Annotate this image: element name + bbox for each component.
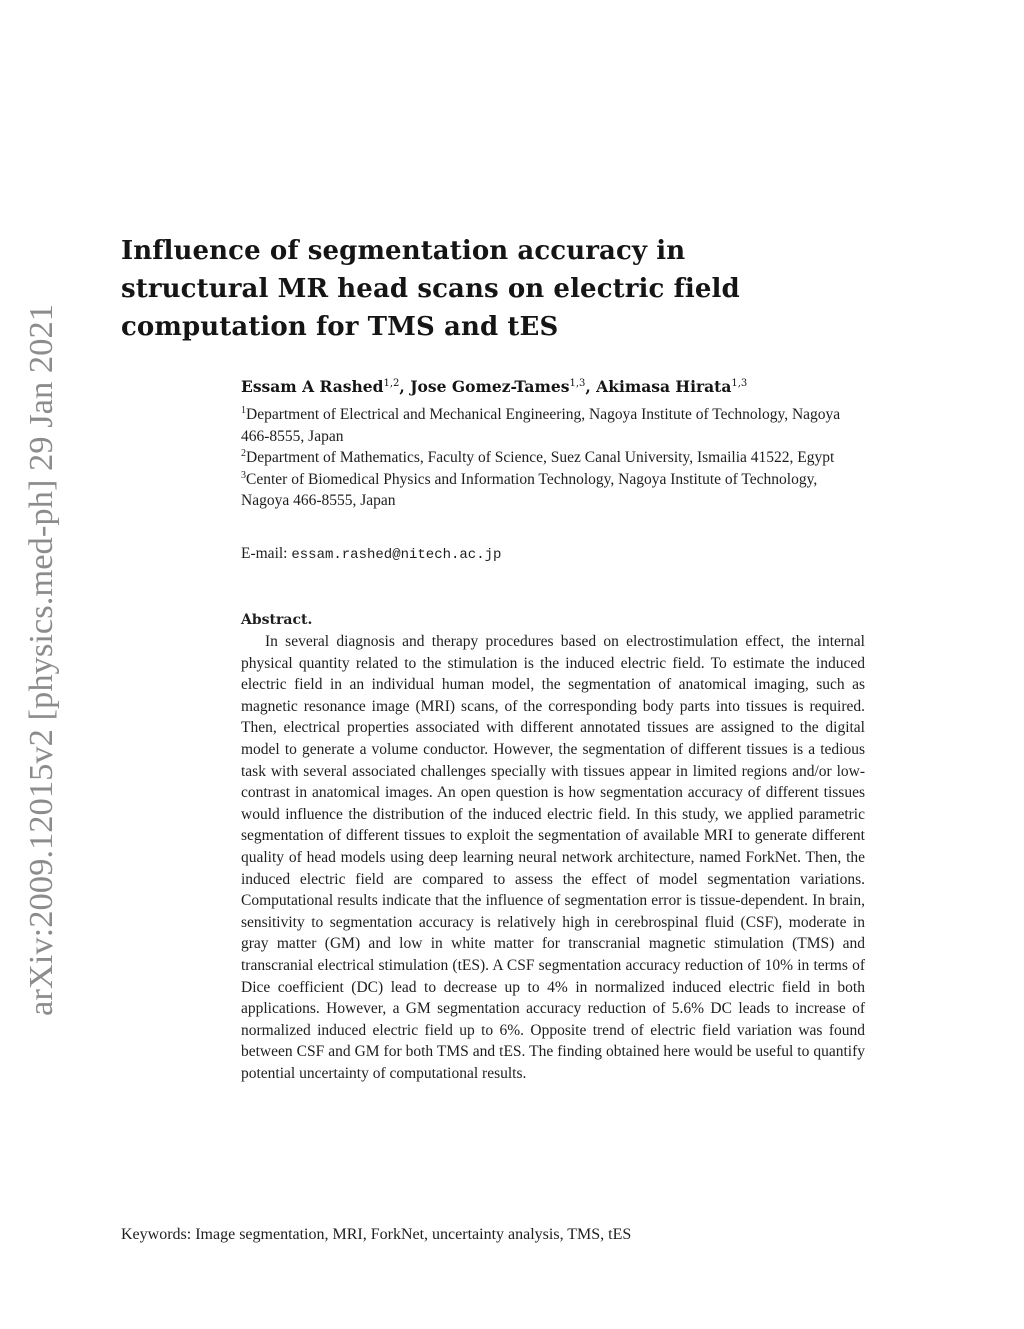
abstract-body: In several diagnosis and therapy procedures based on electrostimulation effect, the internal physical quantity related to the stimulation is the induced electric field. To estimate the induced electric field in an individual human model, the segmentation of anatomical imaging, such as magnetic resonance image (MRI) scans, of the corresponding body parts into tissues is required. Then, electrical properties associated with different annotated tissues are assigned to the digital model to generate a volume conductor. However, the segmentation of different tissues is a tedious task with several associated challenges specially with tissues appear in limited regions and/or low-contrast in anatomical images. An open question is how segmentation accuracy of different tissues would influence the distribution of the induced electric field. In this study, we applied parametric segmentation of different tissues to exploit the segmentation of available MRI to generate different quality of head models using deep learning neural network architecture, named ForkNet. Then, the induced electric field are compared to assess the effect of model segmentation variations. Computational results indicate that the influence of segmentation error is tissue-dependent. In brain, sensitivity to segmentation accuracy is relatively high in cerebrospinal fluid (CSF), moderate in gray matter (GM) and low in white matter for transcranial magnetic stimulation (TMS) and transcranial electrical stimulation (tES). A CSF segmentation accuracy reduction of 10% in terms of Dice coefficient (DC) lead to decrease up to 4% in normalized induced electric field in both applications. However, a GM segmentation accuracy reduction of 5.6% DC leads to increase of normalized induced electric field up to 6%. Opposite trend of electric field variation was found between CSF and GM for both TMS and tES. The finding obtained here would be useful to quantify potential uncertainty of computational results. bbox=[241, 633, 865, 1082]
affiliation-number: 1 bbox=[241, 405, 246, 416]
author-affil-marker: 1,3 bbox=[569, 378, 586, 389]
affiliation-list bbox=[241, 404, 851, 512]
affiliation-number: 2 bbox=[241, 448, 246, 460]
author-list bbox=[241, 376, 881, 398]
email-address[interactable]: essam.rashed@nitech.ac.jp bbox=[291, 547, 502, 563]
affiliation-item bbox=[241, 404, 851, 447]
author-separator: , bbox=[585, 377, 597, 396]
abstract-section bbox=[241, 610, 865, 1084]
author-name: Jose Gomez-Tames bbox=[410, 377, 570, 396]
affiliation-text: Department of Mathematics, Faculty of Science, Suez Canal University, Ismailia 41522, Egypt bbox=[246, 449, 835, 467]
author-affil-marker: 1,3 bbox=[731, 378, 748, 389]
affiliation-text: Department of Electrical and Mechanical Engineering, Nagoya Institute of Technology, Nagoya 466-8555, Japan bbox=[241, 406, 841, 445]
affiliation-item bbox=[241, 469, 851, 512]
abstract-heading: Abstract. bbox=[241, 612, 313, 628]
author-affil-marker: 1,2 bbox=[383, 378, 400, 389]
affiliation-text: Center of Biomedical Physics and Information Technology, Nagoya Institute of Technology, Nagoya 466-8555, Japan bbox=[241, 470, 818, 510]
contact-email bbox=[241, 544, 501, 565]
email-label: E-mail: bbox=[241, 545, 288, 562]
author-separator: , bbox=[399, 377, 411, 396]
arxiv-stamp-text: arXiv:2009.12015v2 [physics.med-ph] 29 Jan 2021 bbox=[23, 315, 60, 1016]
keywords-line: Keywords: Image segmentation, MRI, ForkNet, uncertainty analysis, TMS, tES bbox=[121, 1226, 632, 1243]
paper-title: Influence of segmentation accuracy in structural MR head scans on electric field computation for TMS and tES bbox=[121, 236, 740, 342]
author-name: Akimasa Hirata bbox=[596, 377, 732, 396]
author-name: Essam A Rashed bbox=[241, 377, 384, 396]
affiliation-number: 3 bbox=[241, 469, 246, 481]
affiliation-item bbox=[241, 447, 851, 469]
